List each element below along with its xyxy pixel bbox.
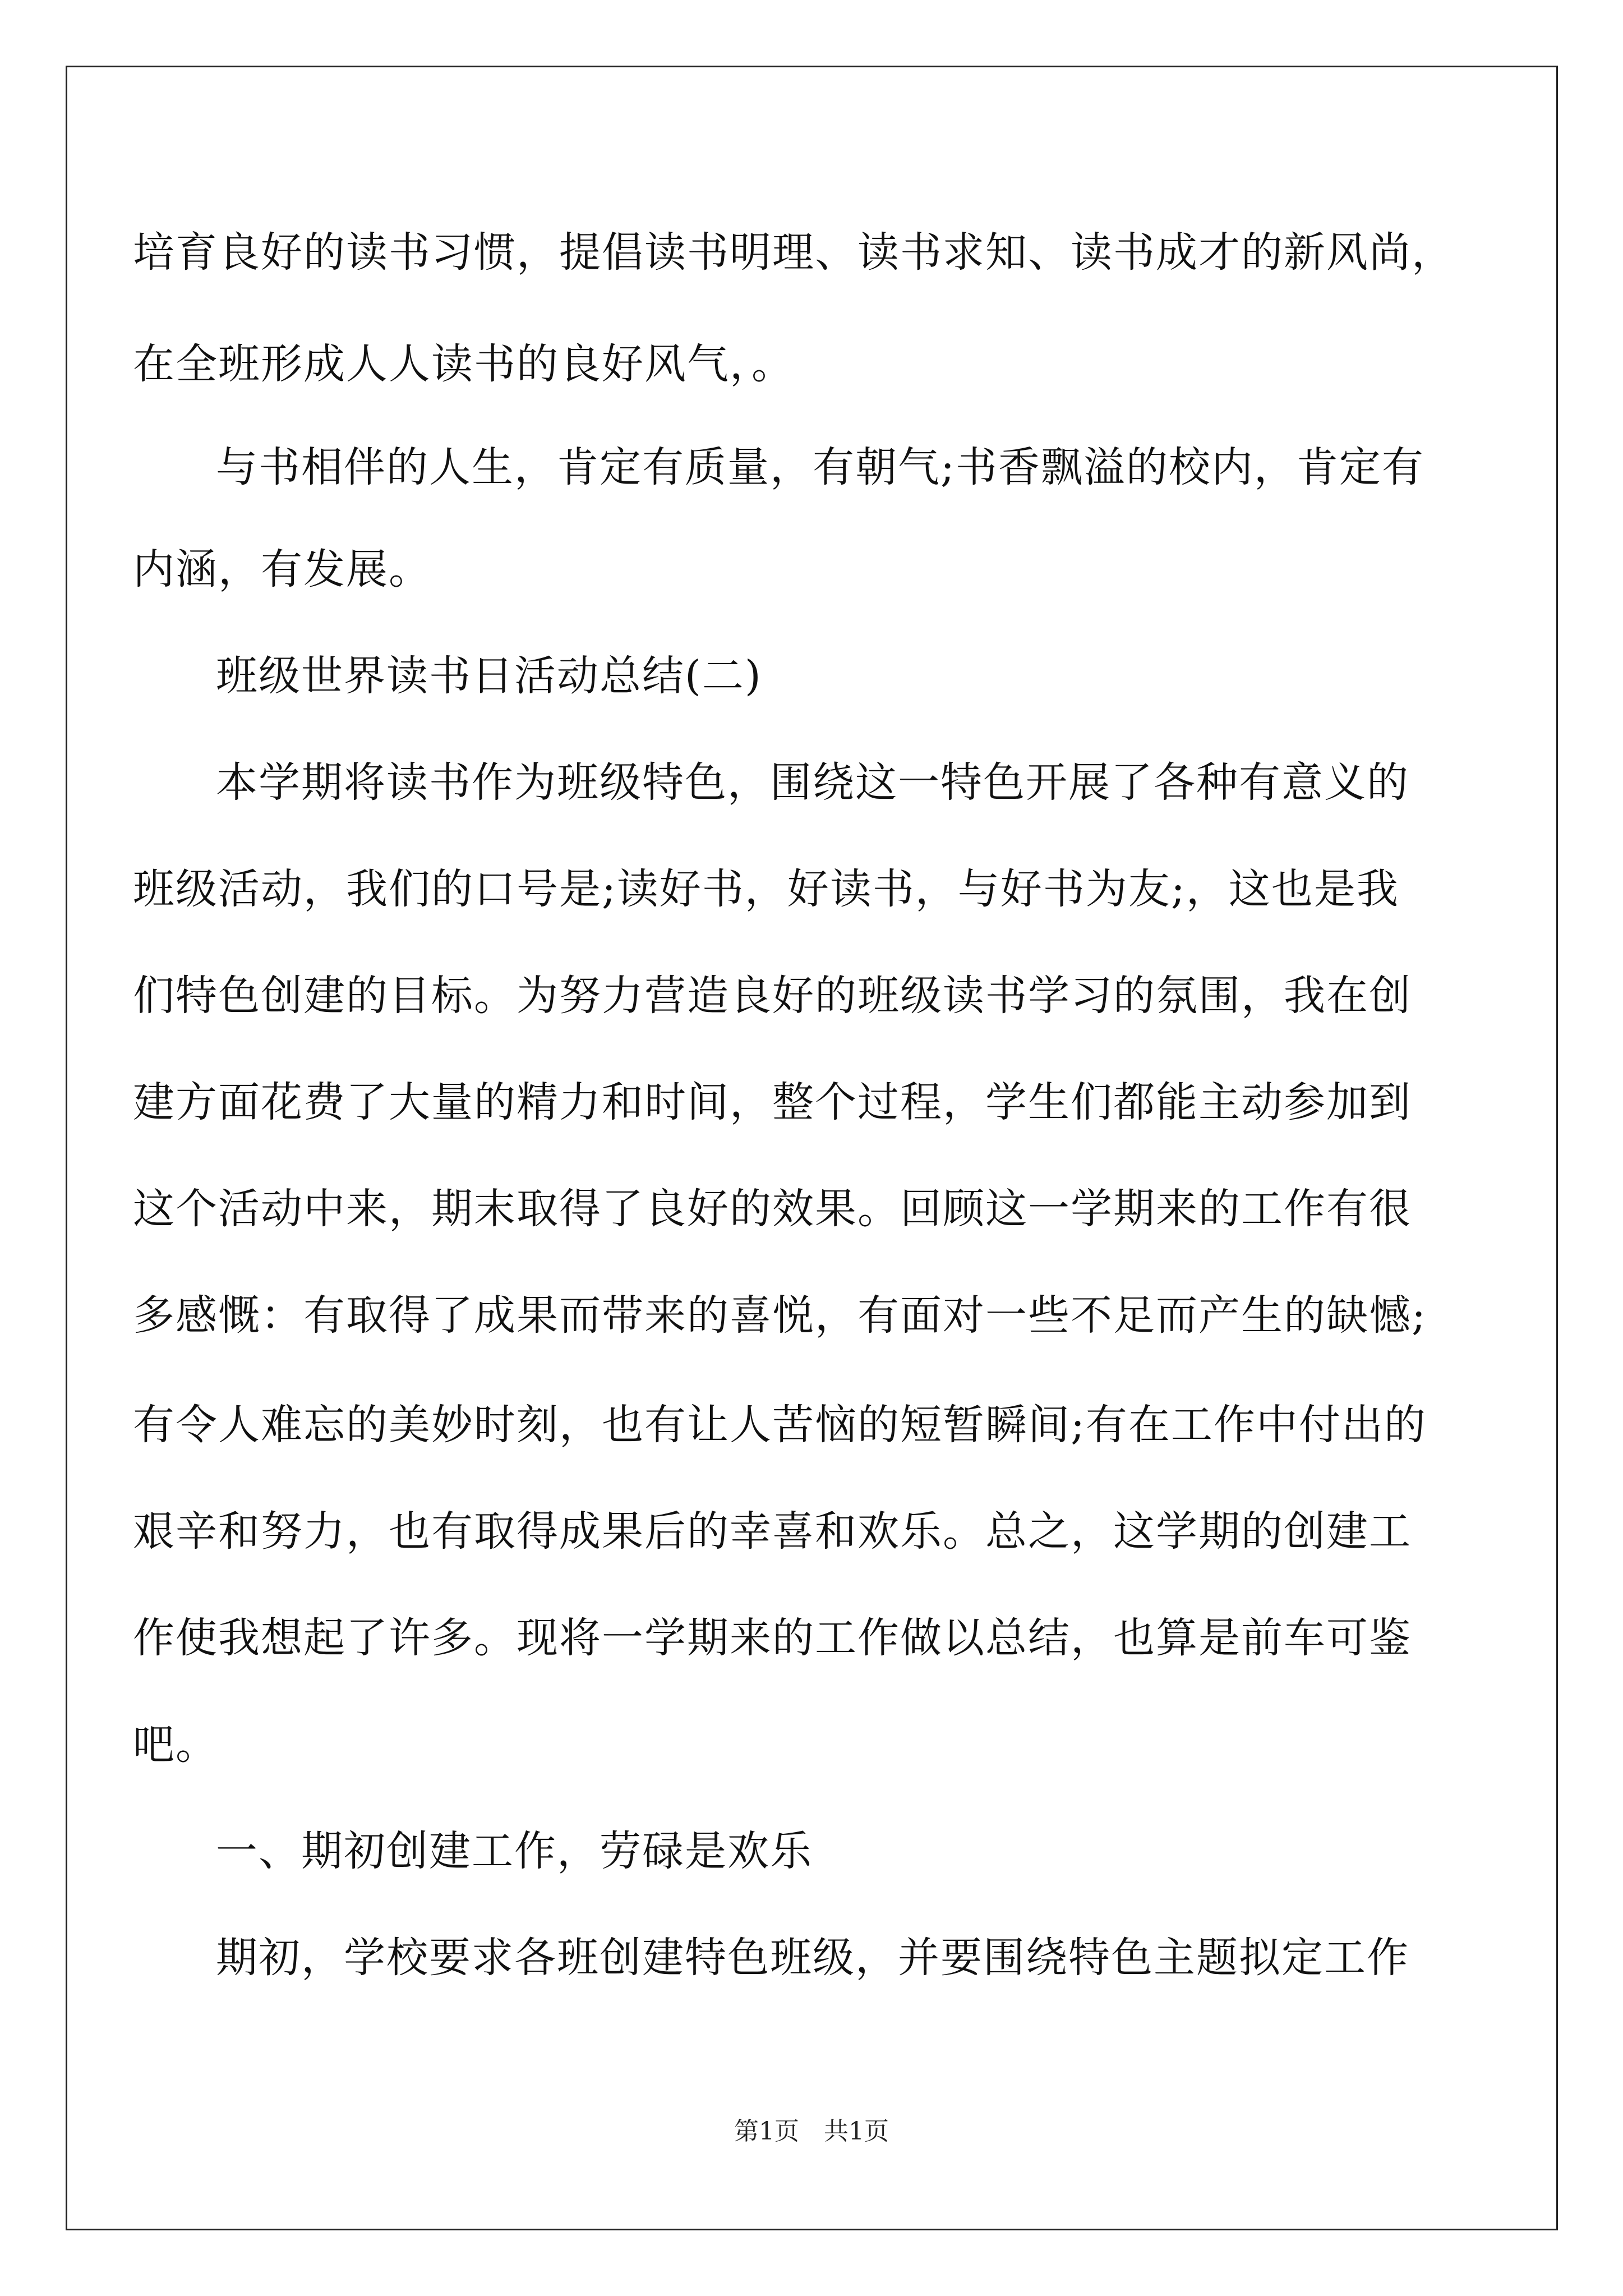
text-line: 培育良好的读书习惯，提倡读书明理、读书求知、读书成才的新风尚， [133, 228, 1454, 277]
text-line: 在全班形成人人读书的良好风气，。 [133, 340, 794, 388]
text-line: 建方面花费了大量的精力和时间，整个过程，学生们都能主动参加到 [133, 1078, 1412, 1126]
text-line: 艰辛和努力，也有取得成果后的幸喜和欢乐。总之，这学期的创建工 [133, 1507, 1412, 1556]
text-line: 作使我想起了许多。现将一学期来的工作做以总结，也算是前车可鉴 [133, 1614, 1412, 1662]
paragraph-start: 本学期将读书作为班级特色，围绕这一特色开展了各种有意义的 [216, 758, 1409, 807]
page-footer: 第1页 共1页 [734, 2117, 889, 2146]
text-line: 吧。 [133, 1720, 218, 1769]
text-line: 们特色创建的目标。为努力营造良好的班级读书学习的氛围，我在创 [133, 972, 1412, 1020]
text-line: 这个活动中来，期末取得了良好的效果。回顾这一学期来的工作有很 [133, 1185, 1412, 1233]
text-line: 有令人难忘的美妙时刻，也有让人苦恼的短暂瞬间;有在工作中付出的 [133, 1401, 1427, 1449]
text-line: 内涵，有发展。 [133, 545, 431, 593]
text-line: 多感慨：有取得了成果而带来的喜悦，有面对一些不足而产生的缺憾; [133, 1291, 1427, 1340]
paragraph-start: 期初，学校要求各班创建特色班级，并要围绕特色主题拟定工作 [216, 1934, 1409, 1982]
page-border [66, 66, 1558, 2230]
subsection-heading: 一、期初创建工作，劳碌是欢乐 [216, 1827, 813, 1875]
text-line: 班级活动，我们的口号是;读好书，好读书，与好书为友;，这也是我 [133, 865, 1399, 913]
section-heading: 班级世界读书日活动总结(二) [216, 652, 762, 700]
paragraph-start: 与书相伴的人生，肯定有质量，有朝气;书香飘溢的校内，肯定有 [216, 443, 1424, 491]
